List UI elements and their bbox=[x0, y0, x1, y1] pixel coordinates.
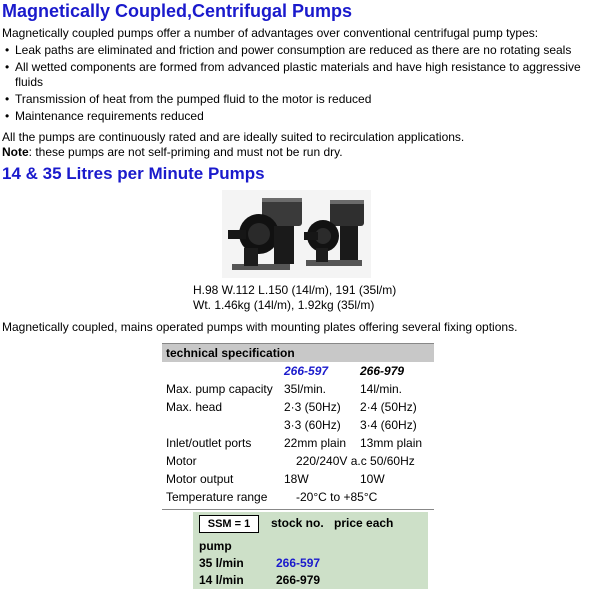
ssm-badge: SSM = 1 bbox=[199, 515, 259, 533]
table-row: Max. pump capacity 35l/min. 14l/min. bbox=[166, 382, 403, 396]
spec-table-divider bbox=[162, 506, 434, 510]
bullet-icon: • bbox=[5, 60, 10, 74]
order-row-label: 35 l/min bbox=[199, 556, 244, 570]
table-row: Motor 220/240V a.c 50/60Hz bbox=[166, 454, 415, 468]
pump-description: Magnetically coupled, mains operated pumps with mounting plates offering several fixing options. bbox=[2, 320, 518, 334]
section-title: 14 & 35 Litres per Minute Pumps bbox=[2, 164, 265, 183]
stock-number-266-979: 266-979 bbox=[276, 573, 321, 587]
order-table bbox=[193, 512, 428, 589]
pump-header: pump bbox=[199, 539, 232, 553]
pump-photo bbox=[222, 190, 371, 278]
spec-table bbox=[162, 343, 434, 510]
intro-text: Magnetically coupled pumps offer a number of advantages over conventional centrifugal pump types: bbox=[2, 26, 539, 40]
spec-table-header: technical specification bbox=[162, 343, 434, 362]
pump-dimensions-caption: H.98 W.112 L.150 (14l/m), 191 (35l/m) Wt. 1.46kg (14l/m), 1.92kg (35l/m) bbox=[193, 283, 397, 312]
stock-link-266-597[interactable]: 266-597 bbox=[276, 556, 321, 570]
page-title: Magnetically Coupled,Centrifugal Pumps bbox=[2, 1, 353, 21]
stock-no-header: stock no. bbox=[271, 516, 324, 530]
bullet-icon: • bbox=[5, 109, 10, 123]
list-item: • Maintenance requirements reduced bbox=[5, 109, 204, 123]
bullet-icon: • bbox=[5, 43, 10, 57]
list-item: • All wetted components are formed from advanced plastic materials and have high resistance to aggressive fluids bbox=[5, 60, 581, 89]
col-266-979-header: 266-979 bbox=[360, 364, 405, 378]
note-text: Note: these pumps are not self-priming and must not be run dry. bbox=[2, 145, 343, 159]
price-each-header: price each bbox=[334, 516, 394, 530]
order-row-label: 14 l/min bbox=[199, 573, 244, 587]
table-row: Max. head 2·3 (50Hz) 2·4 (50Hz) bbox=[166, 400, 417, 414]
table-row: 3·3 (60Hz) 3·4 (60Hz) bbox=[284, 418, 417, 432]
spec-column-headers bbox=[162, 362, 434, 380]
col-266-597-link[interactable]: 266-597 bbox=[284, 364, 329, 378]
continuous-rating-text: All the pumps are continuously rated and are ideally suited to recirculation applications. bbox=[2, 130, 465, 144]
table-row: Temperature range -20°C to +85°C bbox=[166, 490, 378, 504]
list-item: • Leak paths are eliminated and friction and power consumption are reduced as there are no rotating seals bbox=[5, 43, 572, 57]
note-label: Note bbox=[2, 145, 29, 159]
advantages-list bbox=[2, 43, 594, 126]
table-row: Inlet/outlet ports 22mm plain 13mm plain bbox=[166, 436, 423, 450]
bullet-icon: • bbox=[5, 92, 10, 106]
list-item: • Transmission of heat from the pumped fluid to the motor is reduced bbox=[5, 92, 372, 106]
table-row: Motor output 18W 10W bbox=[166, 472, 385, 486]
